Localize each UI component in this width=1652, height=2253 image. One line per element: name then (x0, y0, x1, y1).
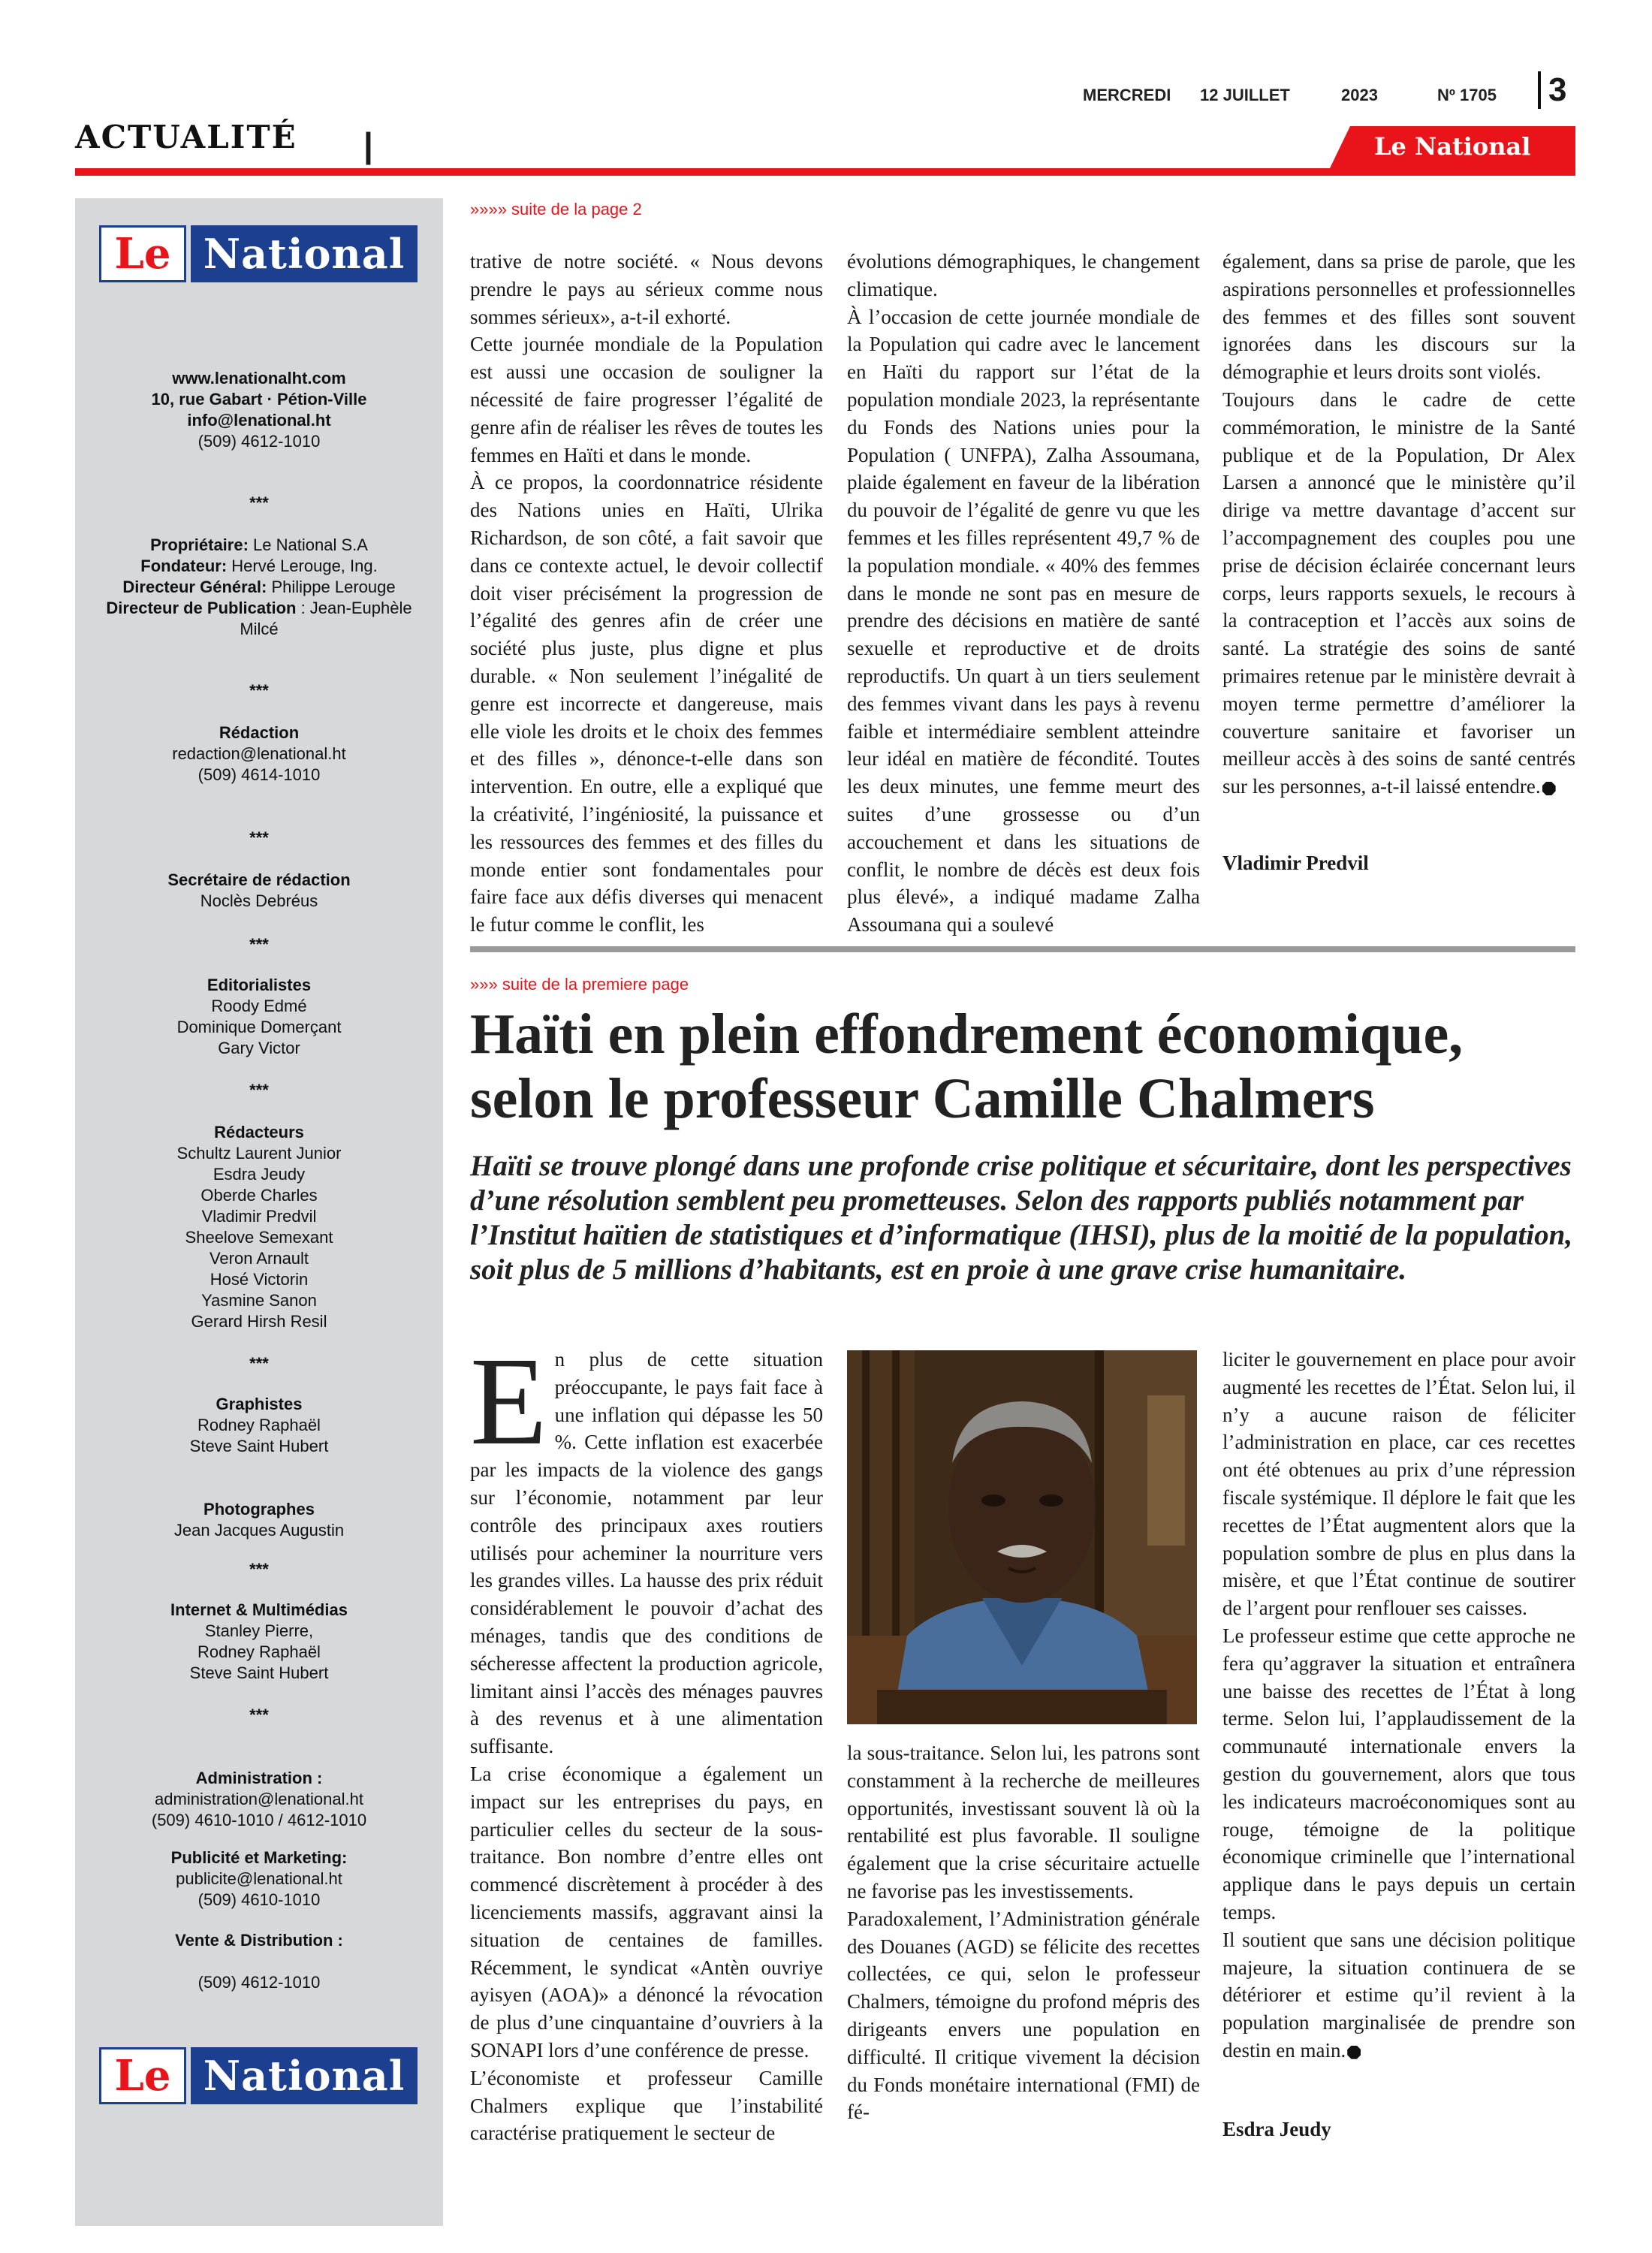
redaction-block (75, 722, 443, 786)
secretary-name: Noclès Debréus (200, 891, 318, 910)
issue-number: Nº 1705 (1437, 86, 1497, 104)
internet-title: Internet & Multimédias (170, 1600, 348, 1619)
separator: *** (249, 493, 269, 512)
pub-title: Publicité et Marketing: (170, 1848, 348, 1867)
article1-byline: Vladimir Predvil (1222, 852, 1369, 874)
dg: Philippe Lerouge (267, 578, 396, 596)
separator: *** (249, 828, 269, 847)
paragraph: Paradoxalement, l’Administration générale des Douanes (AGD) se félicite des recettes collectées, ce qui, selon le professeur Chalmers, témoigne du profond mépris des dirigeants envers une population en difficulté. Il critique vivement la décision du Fonds monétaire international (FMI) de fé- (847, 1907, 1200, 2124)
pub-block (75, 1847, 443, 1911)
headline-line-2: selon le professeur Camille Chalmers (470, 1067, 1375, 1130)
redaction-phone: (509) 4614-1010 (197, 765, 321, 784)
internet-block (75, 1600, 443, 1684)
sidebar-logo-top (99, 225, 418, 282)
photo-block (75, 1499, 443, 1541)
pub-phone: (509) 4610-1010 (197, 1890, 321, 1909)
sidebar-logo-bottom (99, 2047, 418, 2104)
portrait-image (847, 1350, 1197, 1724)
paragraph: également, dans sa prise de parole, que les aspirations personnelles et professionnelles des femmes et des filles sont souvent ignorées dans les discours sur la démographie et leurs droits sont violés. (1222, 250, 1575, 384)
separator: *** (249, 1706, 269, 1724)
photographer-name: Jean Jacques Augustin (173, 1521, 345, 1540)
continued-from-front: »»» suite de la premiere page (470, 975, 689, 994)
redaction-email[interactable]: redaction@lenational.ht (172, 744, 346, 763)
writers-block (75, 1122, 443, 1332)
issue-day: MERCREDI (1083, 86, 1171, 104)
secretary-block (75, 870, 443, 912)
continued-from-page: »»»» suite de la page 2 (470, 200, 642, 219)
article2-byline: Esdra Jeudy (1222, 2118, 1331, 2140)
graphics-block (75, 1394, 443, 1457)
paragraph: Il soutient que sans une décision politique majeure, la situation continuera de se détériorer et estime qu’il revient à la population marginalisée de prendre son destin en main. (1222, 1928, 1575, 2061)
logo-national: National (191, 2047, 418, 2104)
paragraph: Cette journée mondiale de la Population est aussi une occasion de souligner la nécessité de faire progresser l’égalité de genre afin de réaliser les rêves de toutes les femmes en Haïti et dans le monde. (470, 333, 823, 466)
founder-label: Fondateur: (140, 556, 228, 575)
separator: *** (249, 935, 269, 954)
writer-name: Esdra Jeudy (213, 1165, 306, 1184)
logo-le: Le (99, 225, 186, 282)
paragraph: L’économiste et professeur Camille Chalmers explique que l’instabilité caractérise pratiquement le secteur de (470, 2066, 823, 2145)
writer-name: Oberde Charles (200, 1186, 318, 1205)
page-number: 3 (1538, 71, 1566, 109)
editorialist-name: Dominique Domerçant (176, 1018, 342, 1036)
graphist-name: Steve Saint Hubert (189, 1437, 329, 1455)
writer-name: Schultz Laurent Junior (176, 1144, 342, 1163)
email-link[interactable]: info@lenational.ht (187, 411, 331, 430)
paragraph: À ce propos, la coordonnatrice résidente des Nations unies en Haïti, Ulrika Richardson, de son côté, a fait savoir que dans ce contexte actuel, le devoir collectif doit viser précisément la progression de l’égalité des genres afin de créer une société plus juste, plus digne et plus durable. « Non seulement l’inégalité de genre est incorrecte et dangereuse, mais elle viole les droits et le choix des femmes et des filles », dénonce-t-elle dans son intervention. En outre, elle a expliqué que la créativité, l’ingéniosité, la puissance et les ressources des femmes et des filles du monde entier sont fondamentales pour faire face aux défis diverses qui menacent le futur comme le conflit, les (470, 471, 823, 936)
dg-label: Directeur Général: (122, 578, 267, 596)
logo-le: Le (99, 2047, 186, 2104)
dp: : Jean-Euphèle (296, 599, 412, 617)
editorialist-name: Gary Victor (218, 1039, 300, 1057)
admin-email[interactable]: administration@lenational.ht (155, 1790, 363, 1808)
sales-block (75, 1930, 443, 1993)
paragraph: liciter le gouvernement en place pour avoir augmenté les recettes de l’État. Selon lui, il n’y a aucune raison de féliciter l’administration en place, car ces recettes ont été obtenues au prix d’une répression fiscale systémique. Il déplore le fait que les recettes de l’État augmentent alors que la population sombre de plus en plus dans la misère, et que l’État continue de soutirer de l’argent pour renflouer ses caisses. (1222, 1348, 1575, 1620)
writer-name: Hosé Victorin (210, 1270, 309, 1289)
redaction-title: Rédaction (219, 723, 300, 742)
end-mark-icon (1542, 782, 1556, 795)
writers-title: Rédacteurs (214, 1123, 304, 1142)
paragraph: trative de notre société. « Nous devons prendre le pays au sérieux comme nous sommes sérieux», a-t-il exhorté. (470, 250, 823, 328)
portrait-photo (847, 1350, 1197, 1724)
ownership-block (75, 535, 443, 640)
paragraph: La crise économique a également un impact sur les entreprises du pays, en particulier celles du secteur de la sous-traitance. Bon nombre d’entre elles ont commencé discrètement à procéder à des licenciements massifs, aggravant ainsi la situation de centaines de familles. Récemment, le syndicat «Antèn ouvriye ayisyen (AOA)» a dénoncé la révocation de plus d’une cinquantaine d’ouvriers à la SONAPI lors d’une conférence de presse. (470, 1762, 823, 2061)
article1-column-3 (1222, 248, 1575, 801)
sales-phone: (509) 4612-1010 (197, 1973, 321, 1992)
writer-name: Yasmine Sanon (201, 1291, 317, 1310)
separator: *** (249, 1560, 269, 1579)
admin-title: Administration : (195, 1769, 323, 1787)
issue-year: 2023 (1341, 86, 1378, 104)
founder: Hervé Lerouge, Ing. (227, 556, 378, 575)
paragraph: n plus de cette situation préoccupante, le pays fait face à une inflation qui dépasse les 50 %. Cette inflation est exacerbée par les impacts de la violence des gangs sur l’économie, notamment par leur contrôle des principaux axes routiers utilisés pour acheminer la nourriture vers les grandes villes. La hausse des prix réduit considérablement le pouvoir d’achat des ménages, tandis que des conditions de sécheresse affectent la production agricole, limitant ainsi l’accès des ménages pauvres à des revenus et à une alimentation suffisante. (470, 1348, 823, 1758)
paragraph: Le professeur estime que cette approche ne fera qu’aggraver la situation et entraînera une baisse des recettes de l’État à long terme. Selon lui, l’applaudissement de la communauté internationale envers la gestion du gouvernement, alors que tous les indicateurs macroéconomiques sont au rouge, témoigne de la politique économique criminelle que l’international applique dans le pays depuis un certain temps. (1222, 1624, 1575, 1923)
writer-name: Sheelove Semexant (185, 1228, 333, 1247)
photographers-title: Photographes (203, 1500, 315, 1519)
headline-line-1: Haïti en plein effondrement économique, (470, 1003, 1464, 1066)
drop-cap: E (470, 1332, 547, 1471)
contact-block (75, 368, 443, 452)
paragraph: évolutions démographiques, le changement climatique. (847, 250, 1200, 300)
secretary-title: Secrétaire de rédaction (167, 870, 351, 889)
admin-block (75, 1768, 443, 1831)
writer-name: Veron Arnault (209, 1249, 309, 1268)
article-deck: Haïti se trouve plongé dans une profonde crise politique et sécuritaire, dont les perspectives d’une résolution semblent peu prometteuses. Selon des rapports publiés notamment par l’Institut haïtien de statistiques et d’informatique (IHSI), plus de la moitié de la population, soit plus de 5 millions d’habitants, est en proie à une grave crise humanitaire. (470, 1150, 1573, 1286)
header-rule (75, 168, 1575, 176)
owner: Le National S.A (248, 535, 368, 554)
article-divider (470, 946, 1575, 952)
editorialists-title: Editorialistes (206, 976, 312, 994)
article2-column-2 (847, 1739, 1200, 2126)
sales-title: Vente & Distribution : (175, 1931, 343, 1950)
article1-column-1 (470, 248, 823, 939)
dp-label: Directeur de Publication (106, 599, 297, 617)
article2-column-1 (470, 1332, 823, 2147)
internet-name: Stanley Pierre, (204, 1621, 314, 1640)
pub-email[interactable]: publicite@lenational.ht (176, 1869, 342, 1888)
masthead-tab-label: Le National (1374, 132, 1531, 161)
separator: *** (249, 1354, 269, 1373)
writer-name: Vladimir Predvil (201, 1207, 317, 1226)
separator: *** (249, 1081, 269, 1099)
phone: (509) 4612-1010 (197, 432, 321, 451)
editorialist-name: Roody Edmé (211, 997, 307, 1015)
owner-label: Propriétaire: (150, 535, 249, 554)
paragraph: la sous-traitance. Selon lui, les patrons sont constamment à la recherche de meilleures opportunités, investissant souvent là où la rentabilité est plus favorable. Il souligne également que la crise sécuritaire actuelle ne favorise pas les investissements. (847, 1742, 1200, 1902)
graphist-name: Rodney Raphaël (197, 1416, 321, 1434)
article2-column-3 (1222, 1346, 1575, 2064)
section-separator: | (363, 125, 373, 164)
separator: *** (249, 681, 269, 700)
end-mark-icon (1347, 2046, 1361, 2059)
internet-name: Steve Saint Hubert (189, 1663, 329, 1682)
graphics-title: Graphistes (216, 1395, 303, 1413)
editorialists-block (75, 975, 443, 1059)
paragraph: Toujours dans le cadre de cette commémoration, le ministre de la Santé publique et de la Population, Dr Alex Larsen a annoncé que le ministère qu’il dirige va mettre davantage d’accent sur l’accompagnement des couples pou une prise de décision éclairée concernant leurs corps, leurs rapports sexuels, le recours à la contraception et l’accès aux soins de santé. La stratégie des soins de santé primaires retenue par le ministère devrait à moyen terme permettre d’améliorer la couverture sanitaire et favoriser un meilleur accès à des soins de santé centrés sur les personnes, a-t-il laissé entendre. (1222, 388, 1575, 798)
article1-column-2 (847, 248, 1200, 939)
website-link[interactable]: www.lenationalht.com (172, 369, 346, 388)
admin-phone: (509) 4610-1010 / 4612-1010 (151, 1811, 367, 1829)
headline (470, 1002, 1575, 1131)
issue-date: 12 JUILLET (1200, 86, 1290, 104)
address: 10, rue Gabart · Pétion-Ville (151, 390, 367, 409)
paragraph: À l’occasion de cette journée mondiale de la Population qui cadre avec le lancement en Haïti du rapport sur l’état de la population mondiale 2023, la représentante du Fonds des Nations unies pour la Population ( UNFPA), Zalha Assoumana, plaide également en faveur de la libération du pouvoir de l’égalité de genre vu que les femmes et les filles représentent 49,7 % de la population mondiale. « 40% des femmes dans le monde ne sont pas en mesure de prendre des décisions en matière de santé sexuelle et reproductive et de droits reproductifs. Un quart à un tiers seulement des femmes vivant dans les pays à revenu faible et intermédiaire semblent atteindre leur idéal en matière de fécondité. Toutes les deux minutes, une femme meurt des suites d’une grossesse ou d’un accouchement et dans les situations de conflit, le nombre de décès est deux fois plus élevé», a indiqué madame Zalha Assoumana qui a soulevé (847, 305, 1200, 936)
logo-national: National (191, 225, 418, 282)
internet-name: Rodney Raphaël (197, 1642, 321, 1661)
section-title: ACTUALITÉ (75, 119, 297, 155)
writer-name: Gerard Hirsh Resil (191, 1312, 327, 1331)
dp-cont: Milcé (240, 620, 279, 638)
